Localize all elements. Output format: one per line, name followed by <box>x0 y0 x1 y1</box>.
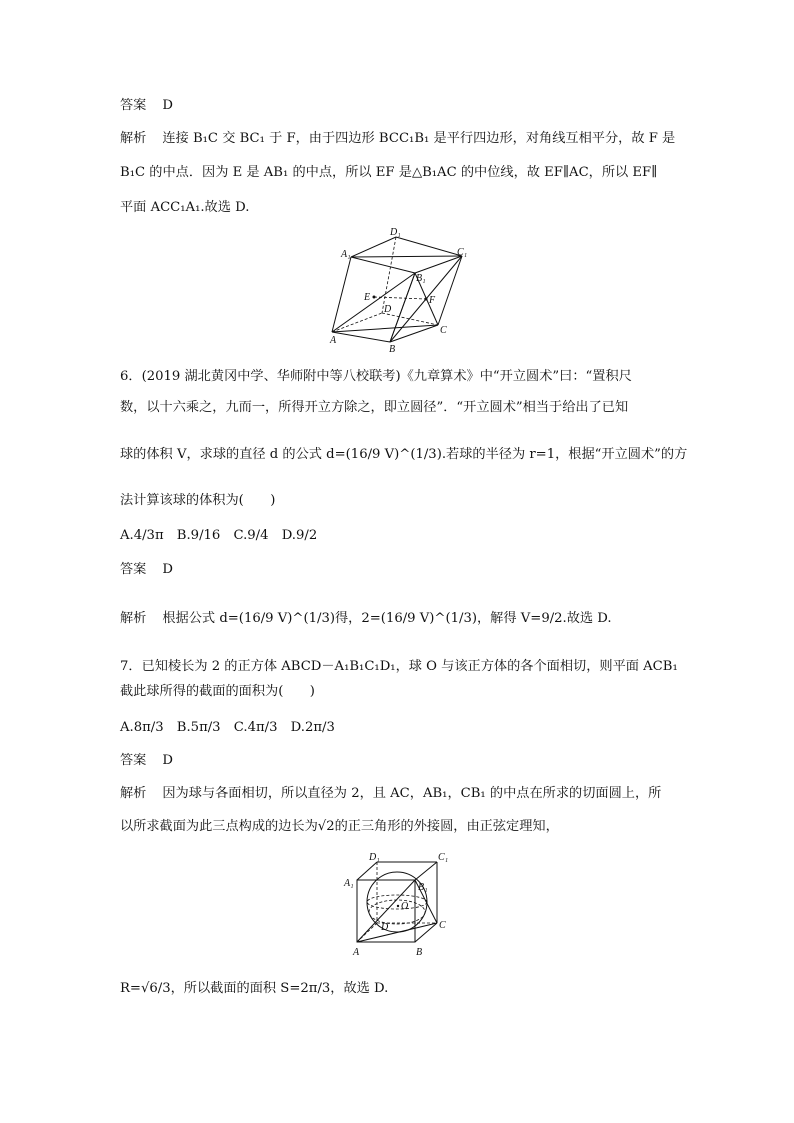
q5-analysis-line1 <box>120 130 675 148</box>
label-D1: D₁ <box>390 227 401 238</box>
analysis-text: 因为球与各面相切，所以直径为 2，且 AC，AB₁，CB₁ 的中点在所求的切面圆上，所 <box>162 786 662 801</box>
q7-analysis-line3: R=√6/3，所以截面的面积 S=2π/3，故选 D. <box>120 981 389 996</box>
q5-analysis-line3: 平面 ACC₁A₁.故选 D. <box>120 200 250 215</box>
label-A: A <box>330 335 337 346</box>
parallelepiped-figure <box>320 225 480 355</box>
q7-stem-line2: 截此球所得的截面的面积为( ) <box>120 684 315 699</box>
label-D1: D₁ <box>369 852 380 863</box>
answer-label: 答案 <box>120 562 147 577</box>
label-A1: A₁ <box>341 249 351 260</box>
label-D: D <box>381 922 389 933</box>
q6-stem-line4: 法计算该球的体积为( ) <box>120 493 276 508</box>
q6-answer-line <box>120 561 173 579</box>
label-C1: C₁ <box>457 247 468 258</box>
label-O: O <box>401 901 409 912</box>
label-B1: B₁ <box>416 273 426 284</box>
label-A1: A₁ <box>344 878 354 889</box>
answer-label: 答案 <box>120 98 147 113</box>
label-D: D <box>384 304 392 315</box>
label-B: B <box>389 344 396 355</box>
answer-label: 答案 <box>120 753 147 768</box>
cube-sphere-figure <box>340 848 460 960</box>
analysis-label: 解析 <box>120 786 147 801</box>
q5-answer-line <box>120 97 173 115</box>
q6-analysis-line <box>120 610 612 628</box>
analysis-label: 解析 <box>120 131 147 146</box>
label-C: C <box>439 920 446 931</box>
label-F: F <box>429 295 436 306</box>
label-C1: C₁ <box>438 852 449 863</box>
answer-value: D <box>162 98 173 113</box>
label-A: A <box>353 947 360 958</box>
q6-stem-line2: 数，以十六乘之，九而一，所得开立方除之，即立圆径”．“开立圆术”相当于给出了已知 <box>120 400 629 415</box>
analysis-text: 连接 B₁C 交 BC₁ 于 F，由于四边形 BCC₁B₁ 是平行四边形，对角线互相平分，故 F 是 <box>162 131 676 146</box>
q7-options: A.8π/3 B.5π/3 C.4π/3 D.2π/3 <box>120 720 335 735</box>
q7-analysis-line2: 以所求截面为此三点构成的边长为√2的正三角形的外接圆，由正弦定理知， <box>120 819 559 834</box>
label-B: B <box>416 947 423 958</box>
analysis-text: 根据公式 d=(16/9 V)^(1/3)得，2=(16/9 V)^(1/3)，解得 V=9/2.故选 D. <box>162 611 612 626</box>
q7-analysis-line1 <box>120 785 661 803</box>
label-C: C <box>440 325 447 336</box>
q6-options: A.4/3π B.9/16 C.9/4 D.9/2 <box>120 528 318 543</box>
q7-answer-line <box>120 752 173 770</box>
answer-value: D <box>162 562 173 577</box>
answer-value: D <box>162 753 173 768</box>
q6-stem-line3: 球的体积 V，求球的直径 d 的公式 d=(16/9 V)^(1/3).若球的半径为 r=1，根据“开立圆术”的方 <box>120 447 688 462</box>
label-B1: B₁ <box>418 882 428 893</box>
q7-stem-line1: 7．已知棱长为 2 的正方体 ABCD－A₁B₁C₁D₁，球 O 与该正方体的各个面相切，则平面 ACB₁ <box>120 659 678 674</box>
label-E: E <box>364 292 371 303</box>
q5-analysis-line2: B₁C 的中点．因为 E 是 AB₁ 的中点，所以 EF 是△B₁AC 的中位线，故 EF∥AC，所以 EF∥ <box>120 165 658 180</box>
analysis-label: 解析 <box>120 611 147 626</box>
q6-stem-line1: 6．(2019 湖北黄冈中学、华师附中等八校联考)《九章算术》中“开立圆术”曰：“置积尺 <box>120 369 632 384</box>
